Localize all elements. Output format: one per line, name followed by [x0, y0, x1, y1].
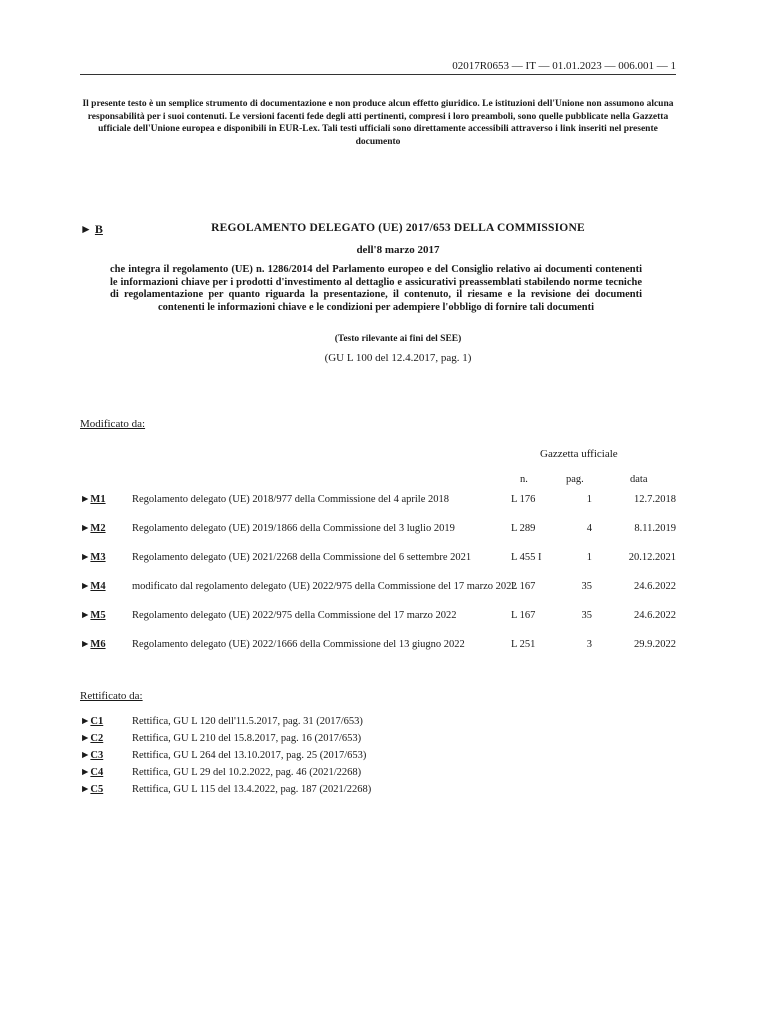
arrow-right-icon: ►	[80, 523, 91, 534]
amendment-link[interactable]: M5	[90, 610, 106, 621]
corrigendum-link[interactable]: C2	[90, 733, 104, 744]
amendment-row	[80, 494, 676, 522]
arrow-right-icon: ►	[80, 494, 91, 505]
amendment-link[interactable]: M1	[90, 494, 106, 505]
corrigendum-text: Rettifica, GU L 120 dell'11.5.2017, pag. 31 (2017/653)	[132, 716, 363, 727]
amendments-heading: Modificato da:	[80, 418, 146, 430]
corrigendum-link[interactable]: C5	[90, 784, 104, 795]
arrow-right-icon: ►	[80, 610, 91, 621]
amendment-oj-page: 35	[581, 610, 592, 621]
amendment-oj-number: L 251	[511, 639, 536, 650]
amendment-oj-page: 35	[581, 581, 592, 592]
disclaimer: Il presente testo è un semplice strumento di documentazione e non produce alcun effetto giuridico. Le istituzioni dell'Unione non assumono alcuna responsabilità per i suoi contenuti. Le versioni facenti fede degli atti pertinenti, compresi i loro preamboli, sono quelle pubblicate nella Gazzetta ufficiale dell'Unione europea e disponibili in EUR-Lex. Tali testi ufficiali sono direttamente accessibili attraverso i link inseriti nel presente documento	[82, 99, 674, 147]
header-rule	[80, 74, 676, 75]
amendment-description: Regolamento delegato (UE) 2021/2268 della Commissione del 6 settembre 2021	[132, 552, 472, 563]
amendment-description: Regolamento delegato (UE) 2018/977 della Commissione del 4 aprile 2018	[132, 494, 449, 505]
amendment-marker[interactable]	[80, 523, 106, 534]
arrow-right-icon: ►	[80, 733, 91, 744]
amendment-oj-number: L 176	[511, 494, 536, 505]
amendment-row	[80, 523, 676, 551]
corrigendum-row	[80, 716, 676, 732]
amendment-oj-date: 29.9.2022	[634, 639, 676, 650]
amendment-oj-date: 8.11.2019	[634, 523, 676, 534]
corrigendum-marker[interactable]	[80, 716, 103, 727]
amendment-oj-date: 20.12.2021	[628, 552, 676, 563]
amendment-oj-page: 4	[586, 523, 592, 534]
amendment-description: Regolamento delegato (UE) 2022/975 della Commissione del 17 marzo 2022	[132, 610, 457, 621]
amendment-marker[interactable]	[80, 494, 106, 505]
act-date: dell'8 marzo 2017	[356, 244, 440, 256]
amendment-description: Regolamento delegato (UE) 2022/1666 della Commissione del 13 giugno 2022	[132, 639, 465, 650]
column-header-n: n.	[520, 474, 528, 485]
corrigendum-link[interactable]: C3	[90, 750, 104, 761]
arrow-right-icon: ►	[80, 716, 91, 727]
corrigendum-row	[80, 750, 676, 766]
corrigendum-row	[80, 767, 676, 783]
column-header-pag: pag.	[566, 474, 584, 485]
act-subject: che integra il regolamento (UE) n. 1286/2014 del Parlamento europeo e del Consiglio relativo ai documenti contenenti le informazioni chiave per i prodotti d'investimento al dettaglio e assicurativi preassemblati stabilendo norme tecniche di regolamentazione per quanto riguarda la presentazione, il contenuto, il riesame e la revisione dei documenti contenenti le informazioni chiave e le condizioni per adempiere l'obbligo di fornire tali documenti	[110, 264, 642, 313]
amendment-oj-page: 1	[586, 494, 592, 505]
amendment-description: Regolamento delegato (UE) 2019/1866 della Commissione del 3 luglio 2019	[132, 523, 455, 534]
corrigendum-link[interactable]: C4	[90, 767, 104, 778]
amendment-oj-number: L 455 I	[511, 552, 542, 563]
arrow-right-icon: ►	[80, 767, 91, 778]
corrigendum-marker[interactable]	[80, 784, 103, 795]
arrow-right-icon: ►	[80, 222, 92, 236]
amendment-marker[interactable]	[80, 610, 106, 621]
amendment-marker[interactable]	[80, 581, 106, 592]
column-header-data: data	[630, 474, 648, 485]
page-header: 02017R0653 — IT — 01.01.2023 — 006.001 — 1	[452, 60, 676, 72]
amendment-oj-page: 3	[586, 639, 592, 650]
amendment-row	[80, 552, 676, 580]
amendment-link[interactable]: M3	[90, 552, 106, 563]
corrigendum-link[interactable]: C1	[90, 716, 104, 727]
gazette-heading: Gazzetta ufficiale	[540, 448, 618, 460]
amendment-oj-number: L 289	[511, 523, 536, 534]
arrow-right-icon: ►	[80, 750, 91, 761]
amendment-row	[80, 610, 676, 638]
amendment-oj-page: 1	[586, 552, 592, 563]
corrigendum-row	[80, 733, 676, 749]
corrigenda-heading: Rettificato da:	[80, 690, 143, 702]
corrigendum-marker[interactable]	[80, 733, 103, 744]
corrigendum-marker[interactable]	[80, 750, 103, 761]
base-act-link[interactable]: B	[94, 222, 103, 236]
amendment-row	[80, 639, 676, 667]
arrow-right-icon: ►	[80, 581, 91, 592]
base-act-marker[interactable]	[80, 222, 103, 237]
amendment-oj-date: 24.6.2022	[634, 610, 676, 621]
amendment-oj-number: L 167	[511, 581, 536, 592]
amendment-link[interactable]: M2	[90, 523, 106, 534]
corrigendum-text: Rettifica, GU L 210 del 15.8.2017, pag. 16 (2017/653)	[132, 733, 362, 744]
amendment-row	[80, 581, 676, 609]
amendment-description: modificato dal regolamento delegato (UE) 2022/975 della Commissione del 17 marzo 2022	[132, 581, 517, 592]
arrow-right-icon: ►	[80, 552, 91, 563]
official-journal-reference: (GU L 100 del 12.4.2017, pag. 1)	[324, 352, 472, 364]
corrigendum-text: Rettifica, GU L 115 del 13.4.2022, pag. 187 (2021/2268)	[132, 784, 372, 795]
amendment-oj-date: 12.7.2018	[634, 494, 676, 505]
amendment-oj-number: L 167	[511, 610, 536, 621]
corrigendum-text: Rettifica, GU L 29 del 10.2.2022, pag. 46 (2021/2268)	[132, 767, 362, 778]
amendment-marker[interactable]	[80, 552, 106, 563]
amendment-marker[interactable]	[80, 639, 106, 650]
arrow-right-icon: ►	[80, 784, 91, 795]
corrigendum-marker[interactable]	[80, 767, 103, 778]
corrigendum-text: Rettifica, GU L 264 del 13.10.2017, pag. 25 (2017/653)	[132, 750, 367, 761]
corrigendum-row	[80, 784, 676, 800]
amendment-link[interactable]: M4	[90, 581, 106, 592]
amendment-oj-date: 24.6.2022	[634, 581, 676, 592]
arrow-right-icon: ►	[80, 639, 91, 650]
eea-relevance: (Testo rilevante ai fini del SEE)	[334, 334, 462, 344]
act-title: REGOLAMENTO DELEGATO (UE) 2017/653 DELLA COMMISSIONE	[211, 222, 585, 234]
amendment-link[interactable]: M6	[90, 639, 106, 650]
